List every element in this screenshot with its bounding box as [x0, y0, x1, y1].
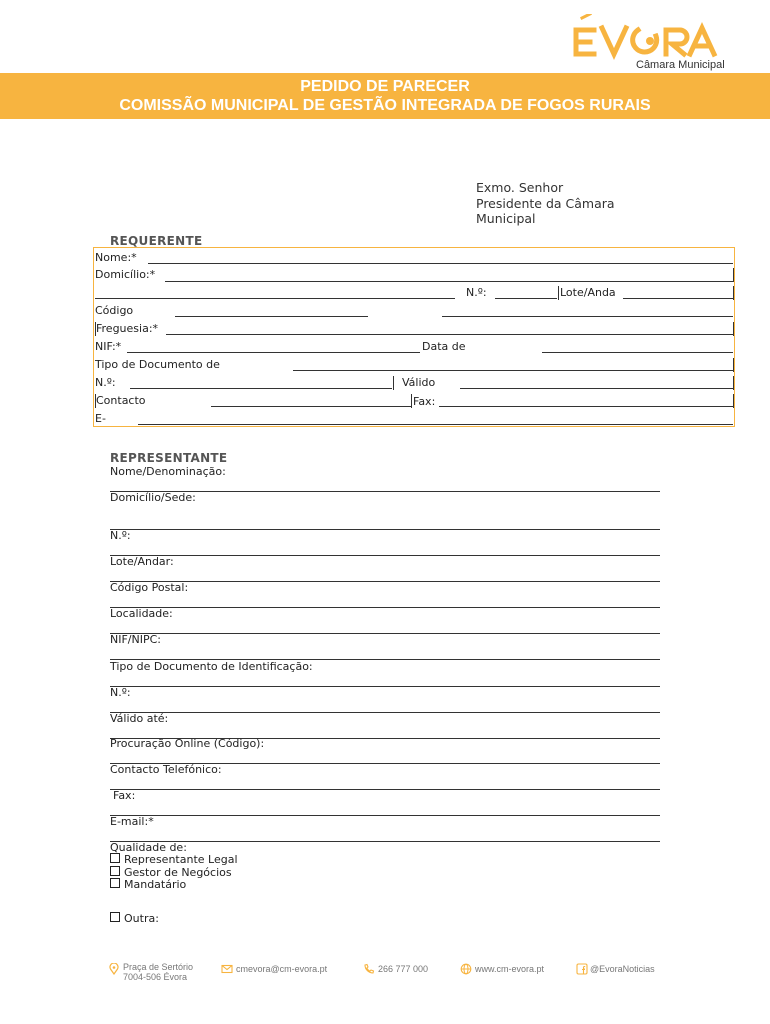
footer-social[interactable]: @EvoraNoticias	[590, 964, 655, 974]
domicilio-field-2[interactable]	[95, 298, 455, 299]
rep-field-email[interactable]	[110, 815, 660, 842]
addressee-line: Exmo. Senhor	[476, 180, 564, 195]
option-label: Outra:	[124, 912, 159, 925]
rep-field-label: Código Postal:	[110, 581, 189, 594]
checkbox[interactable]	[110, 878, 120, 888]
addressee-line: Municipal	[476, 211, 536, 226]
footer-address-line: Praça de Sertório	[123, 962, 194, 972]
footer-email[interactable]: cmevora@cm-evora.pt	[236, 964, 328, 974]
divider	[558, 286, 559, 300]
nome-field[interactable]	[148, 263, 733, 264]
divider	[733, 268, 734, 282]
option-mandatario[interactable]	[110, 878, 186, 891]
checkbox[interactable]	[110, 912, 120, 922]
rep-field-domicilio[interactable]	[110, 491, 660, 530]
rep-field-numero[interactable]	[110, 529, 660, 556]
footer-address-line: 7004-506 Évora	[123, 972, 188, 982]
data-field[interactable]	[542, 352, 733, 353]
representante-title: REPRESENTANTE	[110, 451, 228, 465]
numero-label: N.º:	[466, 286, 487, 299]
rep-field-tipo-doc[interactable]	[110, 660, 660, 687]
checkbox[interactable]	[110, 866, 120, 876]
rep-field-label: E-mail:*	[110, 815, 154, 828]
rep-field-label: Nome/Denominação:	[110, 465, 226, 478]
freguesia-label: Freguesia:*	[96, 322, 159, 335]
rep-field-procuracao[interactable]	[110, 737, 660, 764]
page-title: PEDIDO DE PARECER	[300, 78, 470, 95]
freguesia-field[interactable]	[166, 334, 733, 335]
email-field[interactable]	[138, 424, 733, 425]
addressee-block	[476, 180, 615, 227]
rep-field-localidade[interactable]	[110, 607, 660, 634]
divider	[733, 286, 734, 300]
valido-field[interactable]	[460, 388, 733, 389]
rep-field-nome[interactable]	[110, 465, 660, 492]
divider	[733, 394, 734, 408]
requerente-title: REQUERENTE	[110, 234, 203, 248]
option-outra[interactable]	[110, 912, 159, 925]
rep-field-label: Localidade:	[110, 607, 173, 620]
option-label: Representante Legal	[124, 853, 238, 866]
page-subtitle: COMISSÃO MUNICIPAL DE GESTÃO INTEGRADA DE FOGOS RURAIS	[119, 97, 651, 114]
divider	[733, 322, 734, 336]
rep-field-label: Tipo de Documento de Identificação:	[110, 660, 313, 673]
codigo-label: Código	[95, 304, 134, 317]
footer-phone[interactable]: 266 777 000	[378, 964, 429, 974]
domicilio-label: Domicílio:*	[95, 268, 156, 281]
rep-field-label: N.º:	[110, 686, 131, 699]
tipo-doc-label: Tipo de Documento de	[95, 358, 220, 371]
checkbox[interactable]	[110, 853, 120, 863]
divider	[411, 394, 412, 408]
rep-field-nif[interactable]	[110, 633, 660, 660]
logo-subtitle: Câmara Municipal	[636, 59, 725, 71]
valido-label: Válido	[402, 376, 436, 389]
codigo-field[interactable]	[175, 316, 368, 317]
rep-field-contacto[interactable]	[110, 763, 660, 790]
fax-label: Fax:	[413, 395, 436, 408]
nif-field[interactable]	[127, 352, 420, 353]
nome-label: Nome:*	[95, 251, 137, 264]
fax-field[interactable]	[439, 406, 733, 407]
addressee-line: Presidente da Câmara	[476, 195, 615, 211]
rep-field-label: Contacto Telefónico:	[110, 763, 222, 776]
rep-field-label: Lote/Andar:	[110, 555, 174, 568]
option-label: Gestor de Negócios	[124, 866, 232, 879]
footer-website[interactable]: www.cm-evora.pt	[475, 964, 545, 974]
email-label: E-	[95, 412, 106, 425]
rep-field-numero-doc[interactable]	[110, 686, 660, 713]
title-banner	[0, 73, 770, 119]
lote-label: Lote/Anda	[560, 286, 616, 299]
domicilio-field[interactable]	[165, 281, 733, 282]
rep-field-codigo-postal[interactable]	[110, 581, 660, 608]
numero-doc-label: N.º:	[95, 376, 116, 389]
option-label: Mandatário	[124, 878, 187, 891]
footer-address	[123, 962, 193, 982]
rep-field-label: NIF/NIPC:	[110, 633, 161, 646]
data-label: Data de	[422, 340, 466, 353]
contacto-field[interactable]	[211, 406, 411, 407]
rep-field-label: Fax:	[113, 789, 136, 802]
divider	[733, 376, 734, 390]
rep-field-lote[interactable]	[110, 555, 660, 582]
rep-field-fax[interactable]	[110, 789, 660, 816]
lote-field[interactable]	[623, 298, 733, 299]
nif-label: NIF:*	[95, 340, 122, 353]
numero-field[interactable]	[495, 298, 557, 299]
globe-icon	[460, 963, 472, 975]
rep-field-label: Válido até:	[110, 712, 169, 725]
phone-icon	[363, 963, 375, 975]
rep-field-label: Domicílio/Sede:	[110, 491, 196, 504]
mail-icon	[221, 963, 233, 975]
localidade-field[interactable]	[442, 316, 733, 317]
tipo-doc-field[interactable]	[293, 370, 733, 371]
numero-doc-field[interactable]	[130, 388, 392, 389]
contacto-label: Contacto	[96, 394, 146, 407]
rep-field-label: N.º:	[110, 529, 131, 542]
facebook-icon	[576, 963, 588, 975]
rep-field-valido[interactable]	[110, 712, 660, 739]
divider	[733, 358, 734, 372]
divider	[393, 376, 394, 390]
qualidade-label: Qualidade de:	[110, 841, 187, 854]
rep-field-label: Procuração Online (Código):	[110, 737, 265, 750]
location-pin-icon	[108, 963, 120, 975]
option-representante-legal[interactable]	[110, 853, 238, 866]
